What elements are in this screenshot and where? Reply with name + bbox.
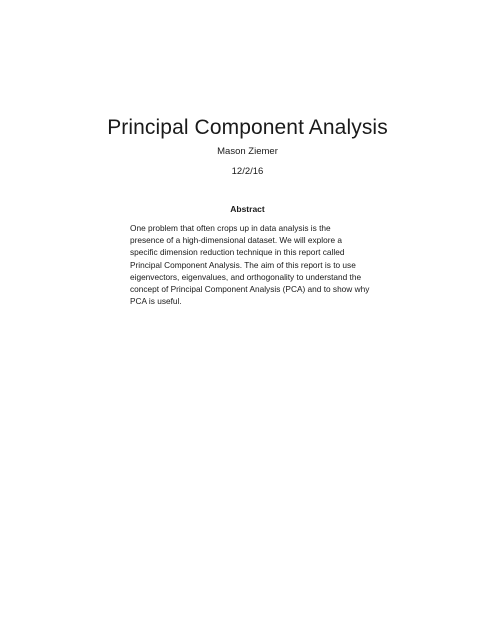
author-name: Mason Ziemer [217,146,278,157]
abstract-line: concept of Principal Component Analysis (PCA) and to show why [130,284,370,295]
abstract-body [130,222,370,307]
paper-date: 12/2/16 [231,166,264,177]
abstract-line: eigenvectors, eigenvalues, and orthogonality to understand the [130,271,362,282]
abstract-heading: Abstract [230,204,265,214]
abstract-line: One problem that often crops up in data analysis is the [130,223,331,233]
abstract-line: specific dimension reduction technique in this report called [130,247,345,258]
abstract-line: Principal Component Analysis. The aim of this report is to use [130,259,356,270]
abstract-line: presence of a high-dimensional dataset. We will explore a [130,235,342,246]
abstract-line: PCA is useful. [130,296,182,307]
paper-title: Principal Component Analysis [107,116,388,139]
